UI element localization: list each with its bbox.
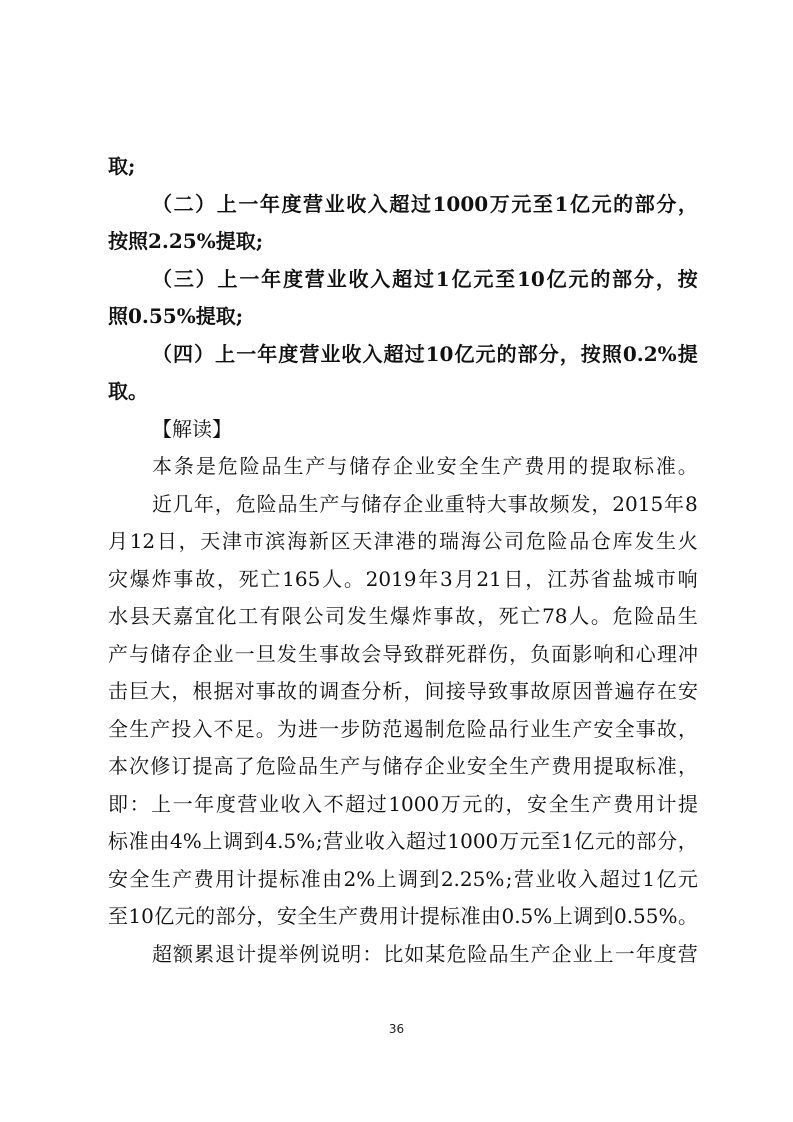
text-line: 标 准 由 4% 上 调 到 4.5% ; 营 业 收 入 超 过 1000 万 元 至 1 亿 元 的 部 分 ， — [108, 829, 698, 853]
text-line: 即 ： 上 一 年 度 营 业 收 入 不 超 过 1000 万 元 的 ， 安 全 生 产 费 用 计 提 — [108, 792, 698, 816]
text-line: 本 次 修 订 提 高 了 危 险 品 生 产 与 储 存 企 业 安 全 生 产 费 用 提 取 标 准 ， — [108, 754, 698, 778]
section-heading: 【 解 读 】 — [152, 417, 232, 441]
page-number: 36 — [388, 1022, 405, 1036]
text-line: 灾 爆 炸 事 故 ， 死 亡 165 人 。 2019 年 3 月 21 日 ， 江 苏 省 盐 城 市 响 — [108, 567, 698, 591]
text-line: 至 10 亿 元 的 部 分 ， 安 全 生 产 费 用 计 提 标 准 由 0.5% 上 调 到 0.55% 。 — [108, 904, 698, 928]
text-line: 超 额 累 退 计 提 举 例 说 明 ： 比 如 某 危 险 品 生 产 企 业 上 一 年 度 营 — [152, 942, 698, 966]
text-line: 全 生 产 投 入 不 足 。 为 进 一 步 防 范 遏 制 危 险 品 行 业 生 产 安 全 事 故 ， — [108, 717, 698, 741]
text-line: （ 三 ） 上 一 年 度 营 业 收 入 超 过 1 亿 元 至 10 亿 元 的 部 分 ， 按 — [152, 267, 698, 291]
text-line: 月 12 日 ， 天 津 市 滨 海 新 区 天 津 港 的 瑞 海 公 司 危 险 品 仓 库 发 生 火 — [108, 529, 698, 553]
text-line: 安 全 生 产 费 用 计 提 标 准 由 2% 上 调 到 2.25% ; 营 业 收 入 超 过 1 亿 元 — [108, 867, 698, 891]
text-line: 取 。 — [108, 379, 148, 403]
text-line: 水 县 天 嘉 宜 化 工 有 限 公 司 发 生 爆 炸 事 故 ， 死 亡 78 人 。 危 险 品 生 — [108, 604, 698, 628]
text-line: 击 巨 大 ， 根 据 对 事 故 的 调 查 分 析 ， 间 接 导 致 事 故 原 因 普 遍 存 在 安 — [108, 679, 698, 703]
text-line: （ 四 ） 上 一 年 度 营 业 收 入 超 过 10 亿 元 的 部 分 ， 按 照 0.2% 提 — [152, 342, 698, 366]
text-line: 取 ; — [108, 154, 136, 178]
text-line: 本 条 是 危 险 品 生 产 与 储 存 企 业 安 全 生 产 费 用 的 提 取 标 准 。 — [152, 454, 698, 478]
text-line: 按 照 2.25% 提 取 ; — [108, 229, 264, 253]
text-line: 产 与 储 存 企 业 一 旦 发 生 事 故 会 导 致 群 死 群 伤 ， 负 面 影 响 和 心 理 冲 — [108, 642, 698, 666]
text-line: 近 几 年 ， 危 险 品 生 产 与 储 存 企 业 重 特 大 事 故 频 发 ， 2015 年 8 — [152, 492, 698, 516]
text-line: （ 二 ） 上 一 年 度 营 业 收 入 超 过 1000 万 元 至 1 亿 元 的 部 分 ， — [152, 192, 698, 216]
text-line: 照 0.55% 提 取 ; — [108, 304, 244, 328]
